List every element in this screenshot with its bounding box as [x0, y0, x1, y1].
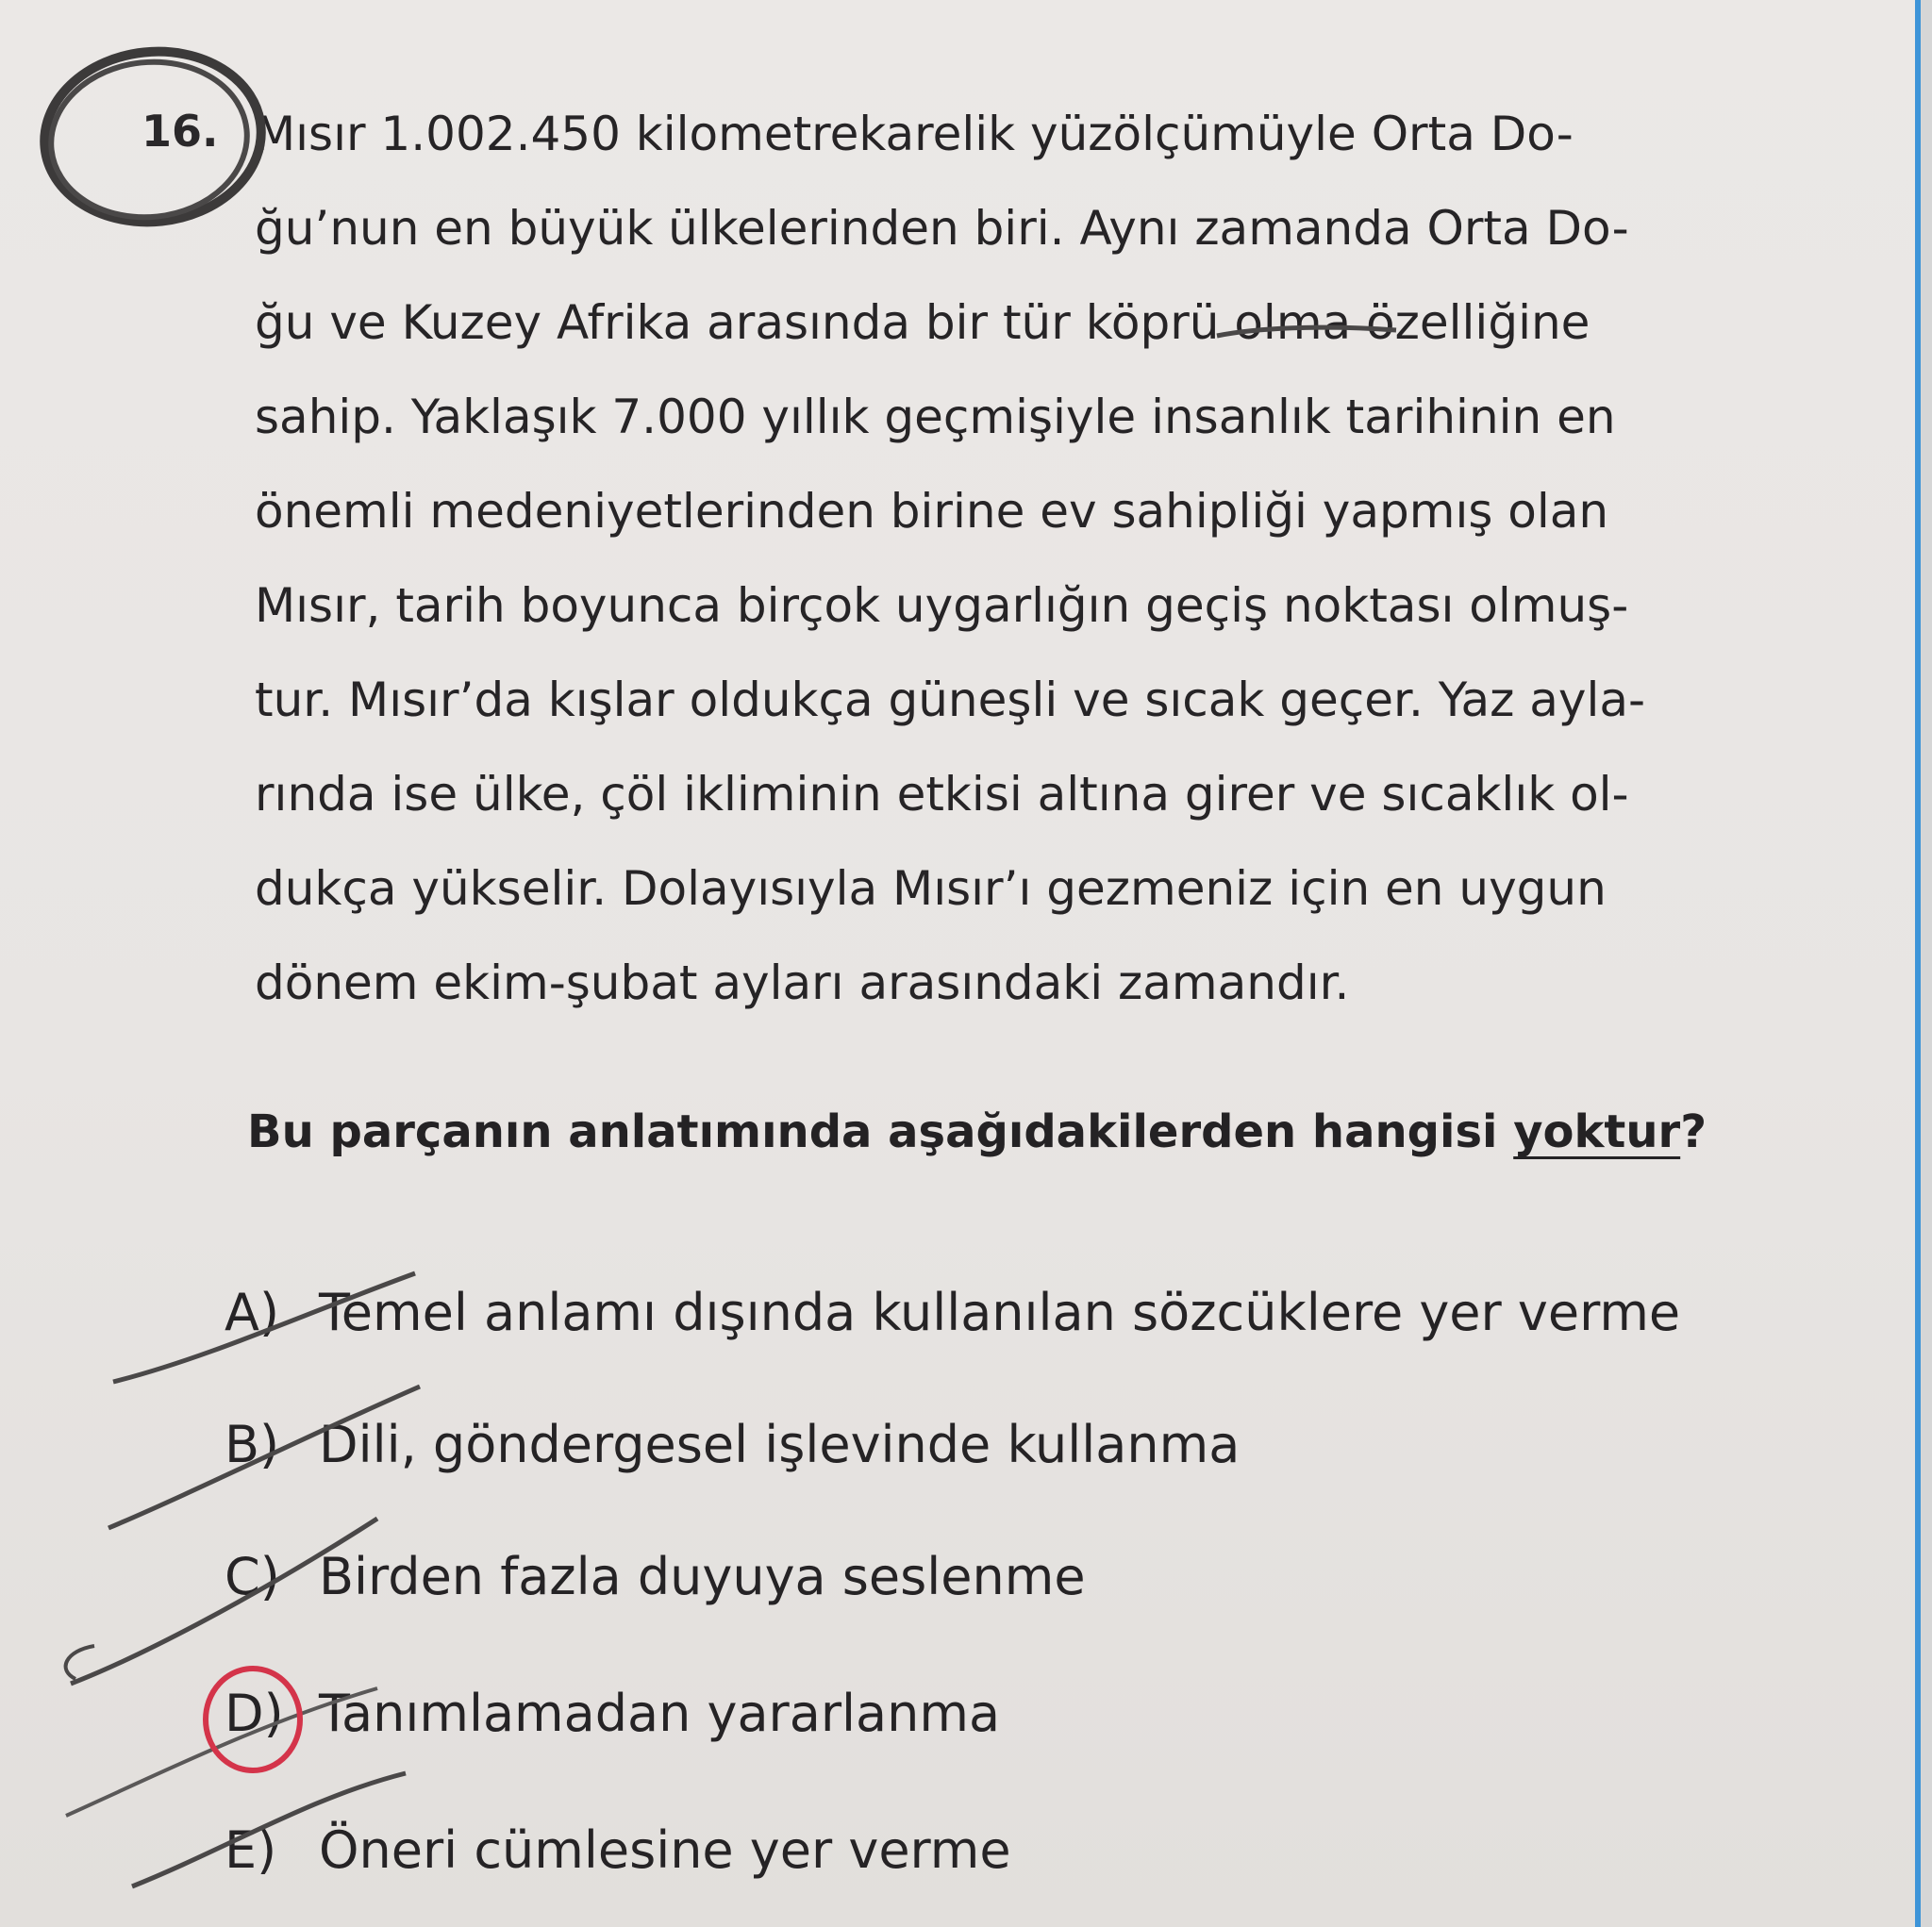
passage-line: ğu ve Kuzey Afrika arasında bir tür köprü olma özelliğine	[255, 295, 1591, 350]
option-text: Temel anlamı dışında kullanılan sözcüklere yer verme	[319, 1283, 1681, 1342]
option-letter: A)	[225, 1283, 280, 1342]
option-letter: E)	[225, 1820, 277, 1880]
option-letter: C)	[225, 1547, 280, 1606]
question-prompt-end: ?	[1680, 1105, 1707, 1158]
option-text: Tanımlamadan yararlanma	[319, 1684, 1001, 1743]
option-letter: D)	[225, 1684, 284, 1743]
option-b[interactable]	[225, 1415, 1240, 1474]
option-text: Öneri cümlesine yer verme	[319, 1820, 1011, 1880]
option-text: Dili, göndergesel işlevinde kullanma	[319, 1415, 1241, 1474]
pencil-strike-c	[66, 1646, 94, 1679]
option-d[interactable]	[225, 1684, 1000, 1743]
passage-line: rında ise ülke, çöl ikliminin etkisi altına girer ve sıcaklık ol-	[255, 767, 1629, 822]
option-text: Birden fazla duyuya seslenme	[319, 1547, 1086, 1606]
question-prompt-emphasis: yoktur	[1513, 1105, 1681, 1158]
option-e[interactable]	[225, 1820, 1011, 1880]
question-prompt-main: Bu parçanın anlatımında aşağıdakilerden hangisi	[247, 1105, 1514, 1158]
passage-line: dönem ekim-şubat ayları arasındaki zamandır.	[255, 955, 1350, 1010]
option-letter: B)	[225, 1415, 280, 1474]
question-number: 16.	[142, 106, 219, 157]
passage-line: Mısır 1.002.450 kilometrekarelik yüzölçümüyle Orta Do-	[255, 107, 1574, 161]
page-edge-shadow	[1921, 0, 1932, 1927]
question-prompt	[247, 1105, 1707, 1158]
passage-line: dukça yükselir. Dolayısıyla Mısır’ı gezmeniz için en uygun	[255, 861, 1607, 916]
passage-line: Mısır, tarih boyunca birçok uygarlığın geçiş noktası olmuş-	[255, 578, 1629, 633]
passage-line: önemli medeniyetlerinden birine ev sahipliği yapmış olan	[255, 484, 1609, 539]
passage-line: ğu’nun en büyük ülkelerinden biri. Aynı zamanda Orta Do-	[255, 201, 1629, 256]
option-c[interactable]	[225, 1547, 1086, 1606]
option-a[interactable]	[225, 1283, 1680, 1342]
passage-line: sahip. Yaklaşık 7.000 yıllık geçmişiyle insanlık tarihinin en	[255, 390, 1616, 444]
passage	[255, 87, 1802, 1030]
passage-line: tur. Mısır’da kışlar oldukça güneşli ve sıcak geçer. Yaz ayla-	[255, 673, 1646, 727]
